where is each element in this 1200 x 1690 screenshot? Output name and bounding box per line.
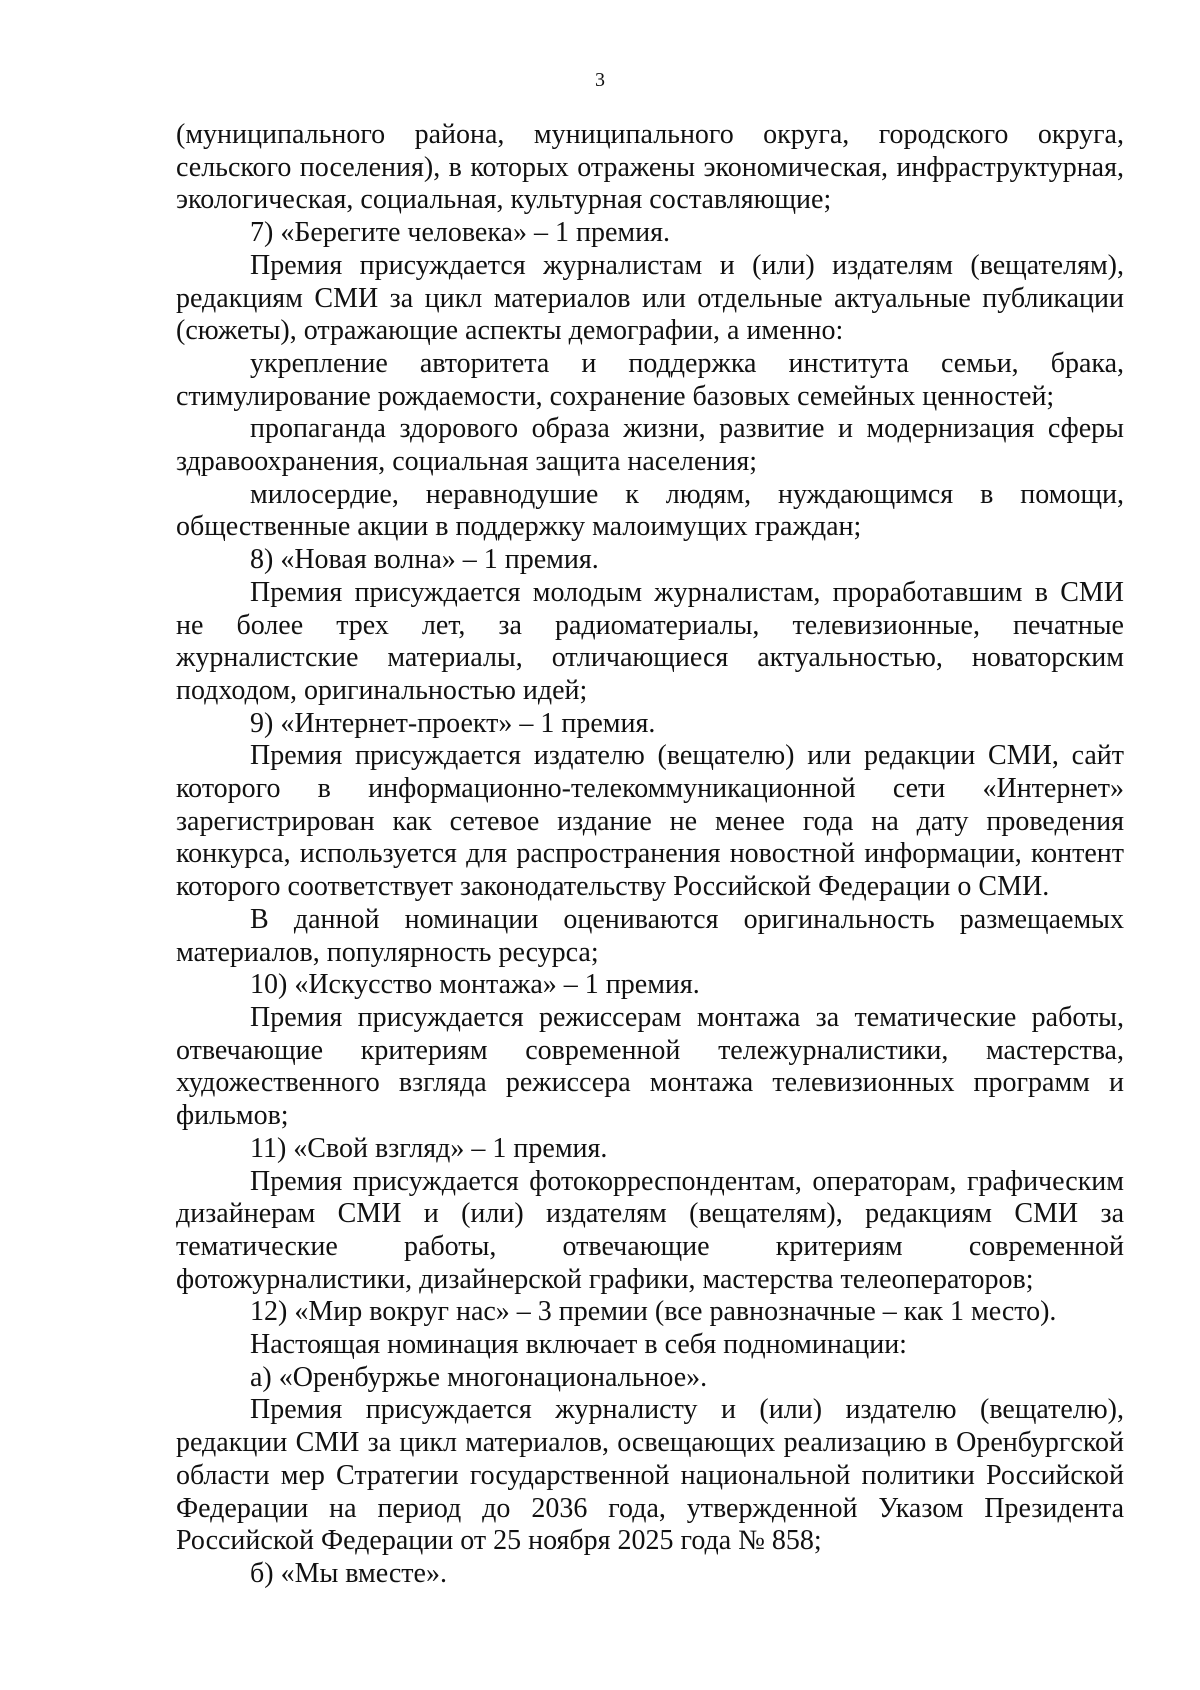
nomination-heading-7: 7) «Берегите человека» – 1 премия. (250, 217, 670, 249)
nomination-heading-8: 8) «Новая волна» – 1 премия. (250, 544, 599, 576)
subnomination-heading-a: а) «Оренбуржье многонациональное». (250, 1361, 708, 1393)
paragraph: Премия присуждается режиссерам монтажа за тематические работы, отвечающие критериям современной тележурналистики, мастерства, художественного взгляда режиссера монтажа телевизионных программ и фильмов; (176, 1001, 1124, 1132)
nomination-heading-9: 9) «Интернет-проект» – 1 премия. (250, 707, 656, 739)
paragraph: Премия присуждается фотокорреспондентам, операторам, графическим дизайнерам СМИ и (или) издателям (вещателям), редакциям СМИ за тематические работы, отвечающие критериям современной фотожурналистики, дизайнерской графики, мастерства телеоператоров; (176, 1165, 1124, 1295)
paragraph: В данной номинации оцениваются оригинальность размещаемых материалов, популярность ресурса; (176, 903, 1124, 968)
paragraph: Настоящая номинация включает в себя подноминации: (250, 1329, 907, 1361)
nomination-heading-12: 12) «Мир вокруг нас» – 3 премии (все равнозначные – как 1 место). (250, 1296, 1057, 1328)
list-item: пропаганда здорового образа жизни, развитие и модернизация сферы здравоохранения, социальная защита населения; (176, 413, 1124, 478)
paragraph: Премия присуждается молодым журналистам, проработавшим в СМИ не более трех лет, за радиоматериалы, телевизионные, печатные журналистские материалы, отличающиеся актуальностью, новаторским подходом, оригинальностью идей; (176, 576, 1124, 706)
paragraph: Премия присуждается журналистам и (или) издателям (вещателям), редакциям СМИ за цикл материалов или отдельные актуальные публикации (сюжеты), отражающие аспекты демографии, а именно: (176, 249, 1124, 347)
paragraph: Премия присуждается журналисту и (или) издателю (вещателю), редакции СМИ за цикл материалов, освещающих реализацию в Оренбургской области мер Стратегии государственной национальной политики Российской Федерации на период до 2036 года, утвержденной Указом Президента Российской Федерации от 25 ноября 2025 года № 858; (176, 1394, 1124, 1557)
page-number: 3 (595, 69, 605, 91)
subnomination-heading-b: б) «Мы вместе». (250, 1557, 447, 1589)
list-item: милосердие, неравнодушие к людям, нуждающимся в помощи, общественные акции в поддержку малоимущих граждан; (176, 478, 1124, 543)
paragraph-continuation: (муниципального района, муниципального округа, городского округа, сельского поселения), в которых отражены экономическая, инфраструктурная, экологическая, социальная, культурная составляющие; (176, 119, 1124, 216)
nomination-heading-11: 11) «Свой взгляд» – 1 премия. (250, 1132, 608, 1164)
paragraph: Премия присуждается издателю (вещателю) или редакции СМИ, сайт которого в информационно-телекоммуникационной сети «Интернет» зарегистрирован как сетевое издание не менее года на дату проведения конкурса, используется для распространения новостной информации, контент которого соответствует законодательству Российской Федерации о СМИ. (176, 740, 1124, 903)
list-item: укрепление авторитета и поддержка института семьи, брака, стимулирование рождаемости, сохранение базовых семейных ценностей; (176, 347, 1124, 412)
document-body (176, 119, 1124, 1591)
nomination-heading-10: 10) «Искусство монтажа» – 1 премия. (250, 969, 700, 1001)
